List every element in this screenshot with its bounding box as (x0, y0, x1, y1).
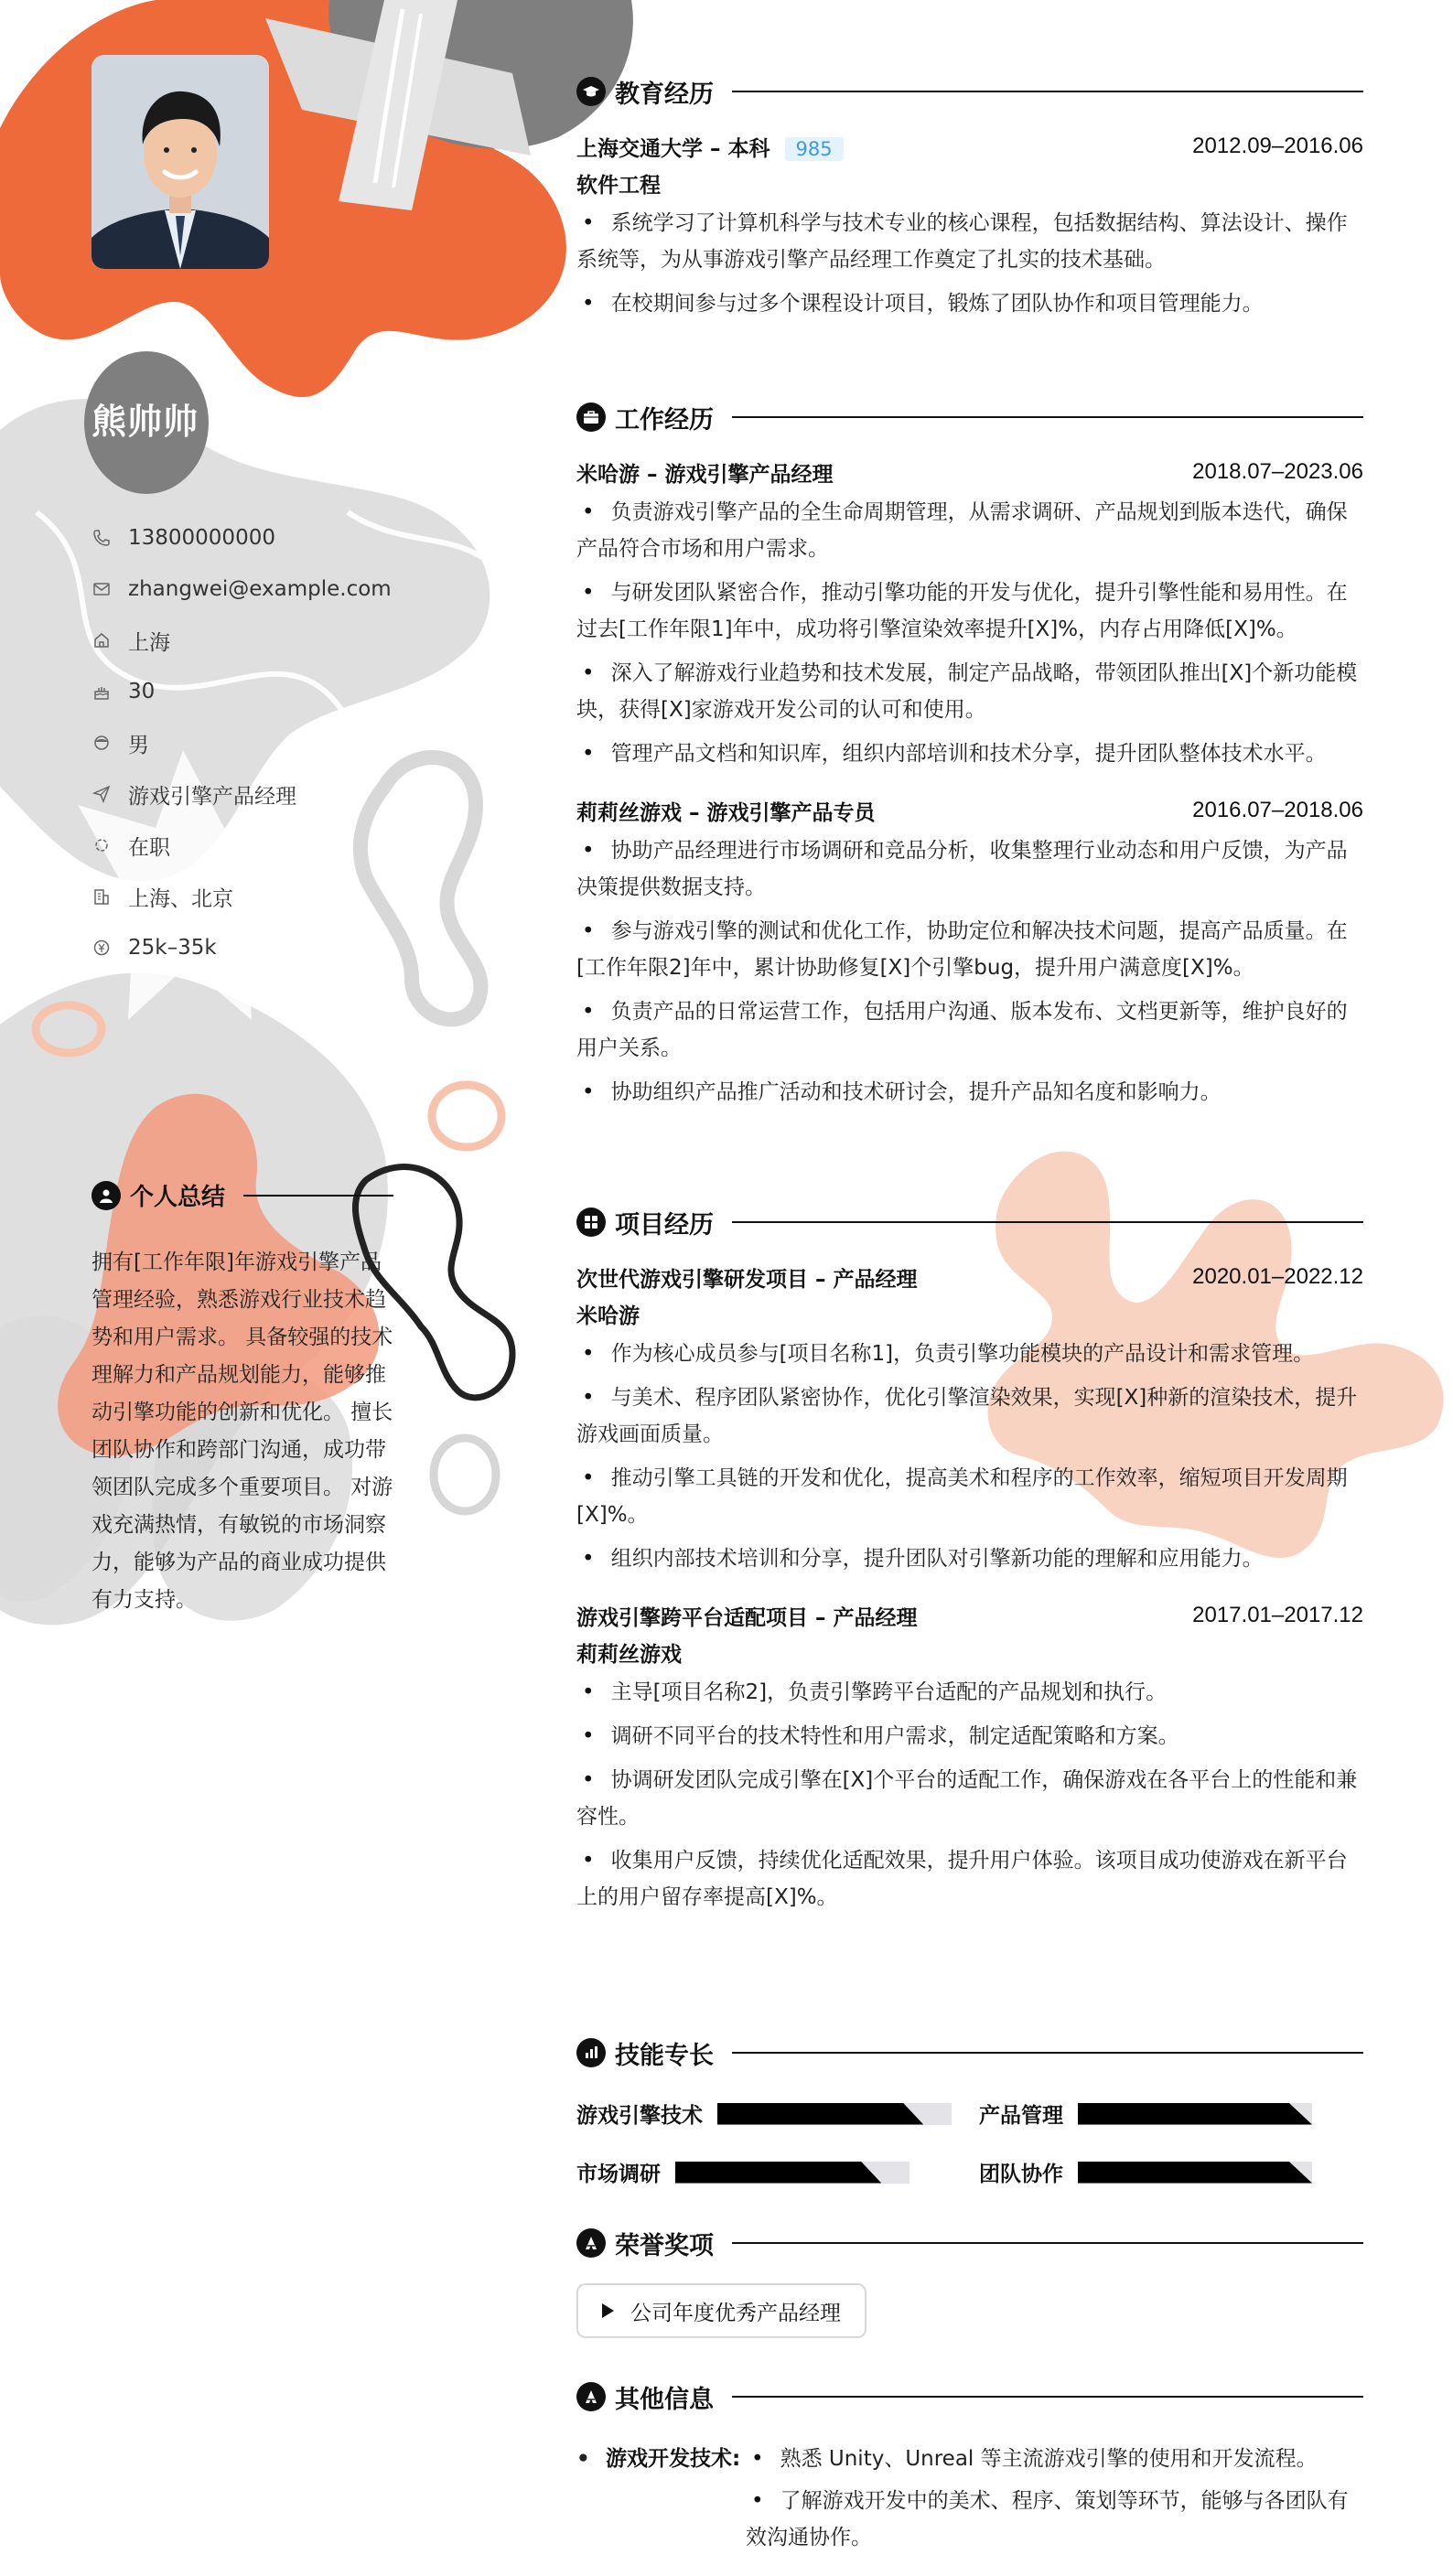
education-major: 软件工程 (576, 173, 661, 198)
education-section (576, 73, 1363, 329)
info-phone-text: 13800000000 (128, 526, 275, 550)
info-age-text: 30 (128, 680, 156, 703)
list-item: • 深入了解游戏行业趋势和技术发展，制定产品战略，带领团队推出[X]个新功能模块，获得[X]家游戏开发公司的认可和使用。 (576, 655, 1363, 728)
project-bullets (576, 1674, 1363, 1916)
list-item: • 与美术、程序团队紧密协作，优化引擎渲染效果，实现[X]种新的渲染技术，提升游戏画面质量。 (576, 1379, 1363, 1453)
info-city-text: 上海 (128, 630, 170, 655)
list-item: • 系统学习了计算机科学与技术专业的核心课程，包括数据结构、算法设计、操作系统等，为从事游戏引擎产品经理工作奠定了扎实的技术基础。 (576, 205, 1363, 278)
project-row (576, 1259, 1363, 1295)
user-icon (91, 1181, 121, 1210)
projects-divider (732, 1221, 1363, 1223)
info-icon (576, 2382, 606, 2411)
profile-photo (91, 55, 269, 269)
skills-divider (732, 2052, 1363, 2054)
bullet-dot: • (576, 2447, 590, 2471)
job-heading: 米哈游 – 游戏引擎产品经理 (576, 462, 834, 487)
education-divider (732, 91, 1363, 92)
job-entry (576, 792, 1363, 1111)
info-status (91, 820, 392, 871)
skill-bar (717, 2103, 952, 2125)
work-section (576, 399, 1363, 1118)
project-heading: 游戏引擎跨平台适配项目 – 产品经理 (576, 1605, 918, 1630)
school-badge: 985 (785, 137, 844, 161)
skill-bar-fill (717, 2103, 923, 2125)
education-title: 教育经历 (615, 80, 714, 109)
project-heading: 次世代游戏引擎研发项目 – 产品经理 (576, 1267, 918, 1292)
list-item: • 协助组织产品推广活动和技术研讨会，提升产品知名度和影响力。 (576, 1074, 1363, 1111)
skill-item (576, 2157, 909, 2187)
list-item: • 管理产品文档和知识库，组织内部培训和技术分享，提升团队整体技术水平。 (576, 735, 1363, 772)
list-item: • 参与游戏引擎的测试和优化工作，协助定位和解决技术问题，提高产品质量。在[工作年限2]年中，累计协助修复[X]个引擎bug，提升用户满意度[X]%。 (576, 913, 1363, 986)
project-org: 莉莉丝游戏 (576, 1642, 682, 1667)
education-entry (576, 128, 1363, 322)
email-icon (91, 579, 112, 599)
skill-name: 产品管理 (979, 2104, 1063, 2128)
info-status-text: 在职 (128, 835, 170, 860)
skill-item (979, 2098, 1312, 2129)
summary-divider (243, 1195, 393, 1197)
list-item: • 协调研发团队完成引擎在[X]个平台的适配工作，确保游戏在各平台上的性能和兼容性。 (576, 1762, 1363, 1835)
list-item: • 与研发团队紧密合作，推动引擎功能的开发与优化，提升引擎性能和易用性。在过去[工作年限1]年中，成功将引擎渲染效率提升[X]%，内存占用降低[X]%。 (576, 574, 1363, 648)
bg-gray-ring (434, 1438, 496, 1511)
awards-section (576, 2225, 1363, 2338)
project-row (576, 1597, 1363, 1634)
info-salary (91, 922, 392, 973)
award-icon (576, 2228, 606, 2258)
list-item: • 熟悉 Unity、Unreal 等主流游戏引擎的使用和开发流程。 (746, 2441, 1368, 2477)
send-icon (91, 784, 112, 804)
list-item: • 收集用户反馈，持续优化适配效果，提升用户体验。该项目成功使游戏在新平台上的用户留存率提高[X]%。 (576, 1842, 1363, 1916)
other-label: 游戏开发技术: (606, 2447, 741, 2471)
skills-heading (576, 2034, 1363, 2071)
list-item: • 在校期间参与过多个课程设计项目，锻炼了团队协作和项目管理能力。 (576, 285, 1363, 322)
other-bullets (746, 2441, 1368, 2561)
project-entry (576, 1597, 1363, 1916)
skills-title: 技能专长 (615, 2041, 714, 2070)
skill-name: 团队协作 (979, 2163, 1063, 2186)
other-divider (732, 2396, 1363, 2398)
info-email (91, 564, 392, 615)
salary-icon (91, 938, 112, 958)
info-gender-text: 男 (128, 733, 149, 757)
play-icon (602, 2303, 614, 2318)
list-item: • 协助产品经理进行市场调研和竞品分析，收集整理行业动态和用户反馈，为产品决策提供数据支持。 (576, 832, 1363, 906)
project-date: 2017.01–2017.12 (1192, 1603, 1363, 1627)
list-item: • 调研不同平台的技术特性和用户需求，制定适配策略和方案。 (576, 1718, 1363, 1755)
job-heading: 莉莉丝游戏 – 游戏引擎产品专员 (576, 800, 876, 825)
building-icon (91, 886, 112, 907)
phone-icon (91, 528, 112, 548)
job-row (576, 454, 1363, 490)
job-row (576, 792, 1363, 829)
awards-divider (732, 2242, 1363, 2244)
project-date: 2020.01–2022.12 (1192, 1264, 1363, 1289)
info-city (91, 615, 392, 666)
info-age (91, 666, 392, 717)
work-title: 工作经历 (615, 405, 714, 435)
skill-bar (675, 2162, 909, 2184)
list-item: • 推动引擎工具链的开发和优化，提高美术和程序的工作效率，缩短项目开发周期[X]%。 (576, 1460, 1363, 1533)
job-entry (576, 454, 1363, 772)
award-item (576, 2283, 866, 2338)
project-org: 米哈游 (576, 1304, 640, 1328)
cake-icon (91, 682, 112, 702)
bar-chart-icon (576, 2038, 606, 2067)
info-position (91, 768, 392, 820)
awards-heading (576, 2225, 1363, 2261)
education-heading (576, 73, 1363, 110)
work-heading (576, 399, 1363, 435)
projects-heading (576, 1204, 1363, 1240)
list-item: • 组织内部技术培训和分享，提升团队对引擎新功能的理解和应用能力。 (576, 1540, 1363, 1577)
info-phone (91, 512, 392, 564)
skill-name: 市场调研 (576, 2163, 661, 2186)
skill-name: 游戏引擎技术 (576, 2104, 703, 2128)
info-gender (91, 717, 392, 768)
summary-heading (91, 1178, 393, 1212)
project-entry (576, 1259, 1363, 1577)
skill-bar-fill (675, 2162, 881, 2184)
info-salary-text: 25k–35k (128, 936, 217, 960)
award-text: 公司年度优秀产品经理 (630, 2301, 841, 2325)
info-position-text: 游戏引擎产品经理 (128, 784, 296, 809)
status-icon (91, 835, 112, 855)
awards-title: 荣誉奖项 (615, 2231, 714, 2260)
skill-bar-fill (1078, 2162, 1312, 2184)
grid-icon (576, 1208, 606, 1237)
summary-text: 拥有[工作年限]年游戏引擎产品管理经验，熟悉游戏行业技术趋势和用户需求。 具备较强的技术理解力和产品规划能力，能够推动引擎功能的创新和优化。 擅长团队协作和跨部门沟通，成功带领团队完成多个重要项目。 对游戏充满热情，有敏锐的市场洞察力，能够为产品的商业成功提供有力支持。 (91, 1250, 393, 1612)
education-school-wrap (576, 132, 844, 162)
skill-bar (1078, 2162, 1312, 2184)
list-item: • 负责产品的日常运营工作，包括用户沟通、版本发布、文档更新等，维护良好的用户关系。 (576, 993, 1363, 1067)
other-section (576, 2378, 1363, 2549)
skill-item (576, 2098, 952, 2129)
list-item: • 了解游戏开发中的美术、程序、策划等环节，能够与各团队有效沟通协作。 (746, 2483, 1368, 2556)
education-bullets (576, 205, 1363, 322)
info-email-text: zhangwei@example.com (128, 577, 392, 601)
job-date: 2018.07–2023.06 (1192, 459, 1363, 484)
gender-icon (91, 733, 112, 753)
project-bullets (576, 1336, 1363, 1577)
projects-section (576, 1204, 1363, 1923)
education-row (576, 128, 1363, 165)
education-school: 上海交通大学 – 本科 (576, 136, 770, 161)
briefcase-icon (576, 402, 606, 432)
list-item: • 作为核心成员参与[项目名称1]，负责引擎功能模块的产品设计和需求管理。 (576, 1336, 1363, 1372)
other-title: 其他信息 (615, 2385, 714, 2414)
work-divider (732, 416, 1363, 418)
job-date: 2016.07–2018.06 (1192, 798, 1363, 822)
job-bullets (576, 832, 1363, 1111)
other-heading (576, 2378, 1363, 2415)
list-item: • 主导[项目名称2]，负责引擎跨平台适配的产品规划和执行。 (576, 1674, 1363, 1711)
list-item: • 负责游戏引擎产品的全生命周期管理，从需求调研、产品规划到版本迭代，确保产品符合市场和用户需求。 (576, 494, 1363, 567)
skill-bar-fill (1078, 2103, 1312, 2125)
bg-peach-ring (432, 1085, 501, 1147)
skills-section (576, 2034, 1363, 2208)
info-work-city-text: 上海、北京 (128, 886, 233, 911)
info-work-city (91, 871, 392, 922)
personal-info-list (91, 512, 392, 973)
candidate-name: 熊帅帅 (91, 402, 199, 442)
graduation-cap-icon (576, 77, 606, 106)
skills-list (576, 2091, 1363, 2208)
summary-title: 个人总结 (130, 1184, 226, 1211)
projects-title: 项目经历 (615, 1210, 714, 1240)
skill-item (979, 2157, 1312, 2187)
job-bullets (576, 494, 1363, 772)
skill-bar (1078, 2103, 1312, 2125)
home-icon (91, 630, 112, 650)
avatar-portrait (91, 55, 269, 269)
education-date: 2012.09–2016.06 (1192, 134, 1363, 158)
